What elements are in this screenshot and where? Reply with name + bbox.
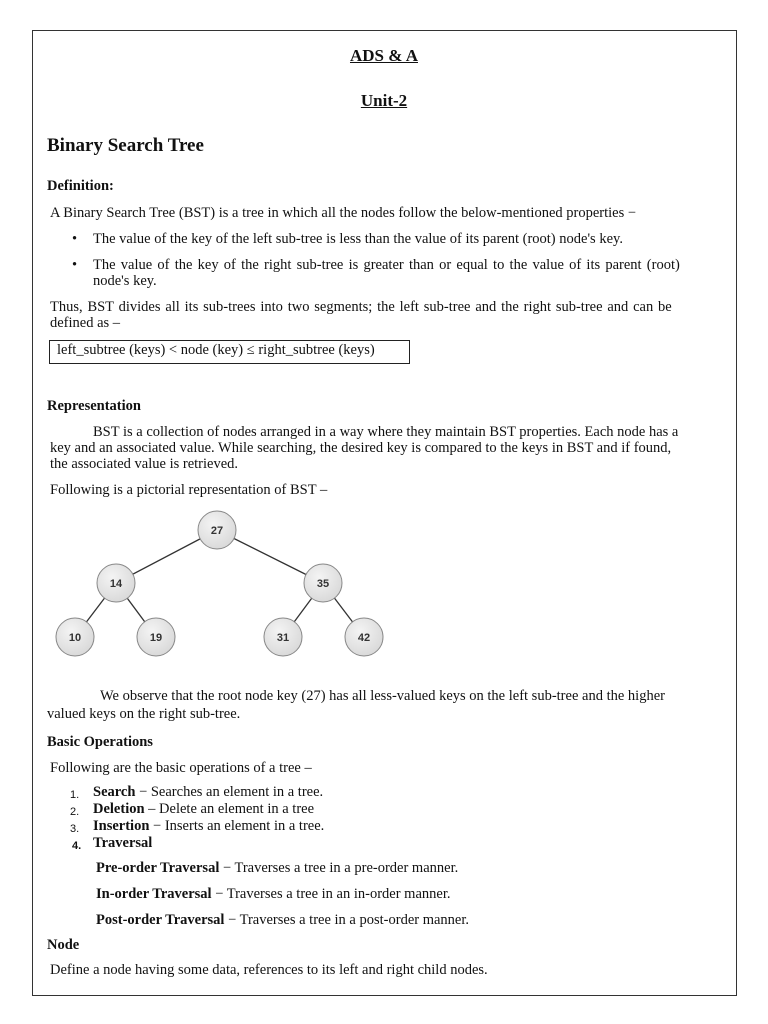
list-number: 2.	[70, 806, 80, 818]
tree-node-label: 19	[149, 632, 163, 644]
operation-item	[93, 835, 152, 852]
tree-node-label: 14	[109, 578, 123, 590]
node-text: Define a node having some data, references to its left and right child nodes.	[50, 962, 488, 978]
thus-text-cont: defined as –	[50, 315, 121, 331]
bullet-icon: •	[72, 257, 78, 273]
thus-text: Thus, BST divides all its sub-trees into two segments; the left sub-tree and the right sub-tree and can be	[50, 299, 672, 315]
traversal-name: In-order Traversal	[96, 886, 212, 902]
tree-node-label: 31	[276, 632, 290, 644]
operation-name: Search	[93, 784, 136, 800]
traversal-name: Pre-order Traversal	[96, 860, 220, 876]
observe-line-1: We observe that the root node key (27) has all less-valued keys on the left sub-tree and the higher	[100, 688, 665, 704]
list-number: 3.	[70, 823, 80, 835]
operation-item	[93, 801, 314, 818]
representation-p2: key and an associated value. While searching, the desired key is compared to the keys in BST and if found,	[50, 440, 672, 456]
bullet-2-cont: node's key.	[93, 273, 157, 289]
operation-item	[93, 784, 323, 801]
traversal-item	[96, 912, 469, 929]
traversal-desc: − Traverses a tree in a pre-order manner.	[219, 860, 459, 876]
definition-heading: Definition:	[47, 178, 114, 194]
course-title: ADS & A	[349, 46, 418, 65]
bullet-2: The value of the key of the right sub-tree is greater than or equal to the value of its parent (root)	[93, 257, 680, 273]
operations-heading: Basic Operations	[47, 734, 153, 750]
traversal-desc: − Traverses a tree in an in-order manner.	[211, 886, 451, 902]
tree-node-label: 35	[316, 578, 330, 590]
tree-node-label: 42	[357, 632, 371, 644]
operation-name: Traversal	[93, 835, 153, 851]
formula: left_subtree (keys) < node (key) ≤ right_subtree (keys)	[57, 342, 375, 358]
operation-name: Insertion	[93, 818, 150, 834]
traversal-desc: − Traverses a tree in a post-order manner.	[224, 912, 470, 928]
traversal-item	[96, 860, 458, 877]
list-number: 1.	[70, 789, 80, 801]
tree-node-label: 27	[210, 525, 224, 537]
operations-intro: Following are the basic operations of a tree –	[50, 760, 312, 776]
unit-title: Unit-2	[360, 91, 408, 110]
traversal-name: Post-order Traversal	[96, 912, 225, 928]
representation-p1: BST is a collection of nodes arranged in a way where they maintain BST properties. Each node has a	[93, 424, 679, 440]
operation-desc: − Inserts an element in a tree.	[149, 818, 325, 834]
observe-line-2: valued keys on the right sub-tree.	[47, 706, 241, 722]
bullet-1: The value of the key of the left sub-tree is less than the value of its parent (root) node's key.	[93, 231, 623, 247]
operation-desc: − Searches an element in a tree.	[135, 784, 324, 800]
representation-p3: the associated value is retrieved.	[50, 456, 239, 472]
list-number: 4.	[72, 840, 82, 852]
definition-intro: A Binary Search Tree (BST) is a tree in which all the nodes follow the below-mentioned properties −	[50, 205, 637, 221]
tree-node-label: 10	[68, 632, 82, 644]
representation-heading: Representation	[47, 398, 141, 414]
node-heading: Node	[47, 937, 80, 953]
traversal-item	[96, 886, 451, 903]
operation-name: Deletion	[93, 801, 145, 817]
bullet-icon: •	[72, 231, 78, 247]
page-title: Binary Search Tree	[47, 135, 204, 156]
following-text: Following is a pictorial representation of BST –	[50, 482, 328, 498]
operation-desc: – Delete an element in a tree	[144, 801, 315, 817]
operation-item	[93, 818, 324, 835]
